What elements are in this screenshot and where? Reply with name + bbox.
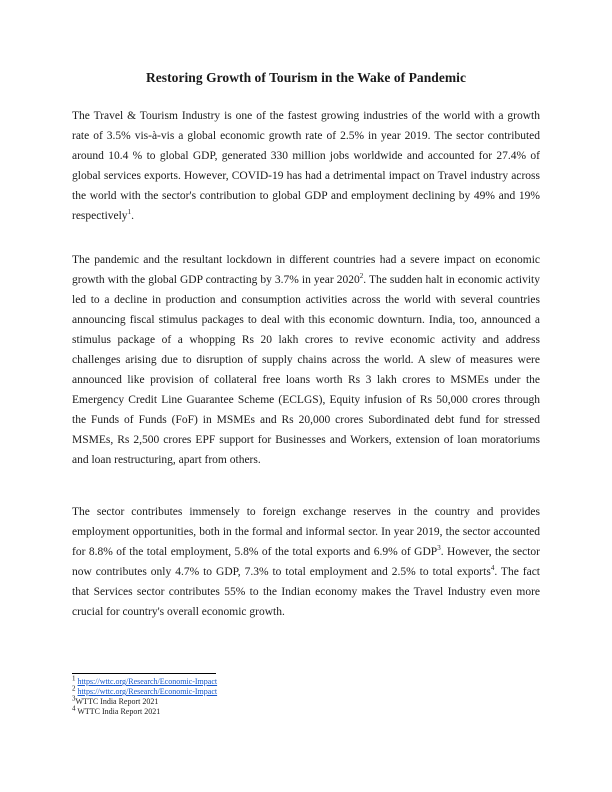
paragraph-text: . However, the sector now contributes only 4.7% to GDP, 7.3% to total employment and 2.5% to total exports [72,546,540,578]
paragraph-text: . The fact that Services sector contributes 55% to the Indian economy makes the Travel Industry even more crucial for country's overall economic growth. [72,566,540,618]
footnote-reference[interactable]: 1 [127,208,132,217]
footnote-text: WTTC India Report 2021 [75,697,159,706]
paragraph-text: . The sudden halt in economic activity led to a decline in production and consumption activities across the world with several countries announcing fiscal stimulus packages to deal with this economic downturn. India, too, announced a stimulus package of a whopping Rs 20 lakh crores to revive economic activity and address challenges arising due to disruption of supply chains across the world. A slew of measures were announced like provision of collateral free loans worth Rs 3 lakh crores to MSMEs under the Emergency Credit Line Guarantee Scheme (ECLGS), Equity infusion of Rs 50,000 crores through the Funds of Funds (FoF) in MSMEs and Rs 20,000 crores Subordinated debt fund for stressed MSMEs, Rs 2,500 crores EPF support for Businesses and Workers, extension of loan moratoriums and loan restructuring, apart from others. [72,274,540,466]
footnote-mark: 4 [72,704,76,713]
footnote-mark: 3 [72,694,76,703]
footnote-3 [72,694,540,707]
footnote-2 [72,684,540,697]
footnote-reference[interactable]: 3 [437,544,441,553]
footnote-reference[interactable]: 4 [490,564,495,573]
footnote-1 [72,674,540,687]
footnote-mark: 1 [72,674,76,683]
footnote-link[interactable]: https://wttc.org/Research/Economic-Impact [77,687,218,696]
footnotes [72,674,540,717]
footnote-link[interactable]: https://wttc.org/Research/Economic-Impact [77,677,218,686]
footnote-reference[interactable]: 2 [359,272,364,281]
body-paragraph-3 [72,502,540,622]
footnote-mark: 2 [72,684,76,693]
paragraph-text: The pandemic and the resultant lockdown in different countries had a severe impact on economic growth with the global GDP contracting by 3.7% in year 2020 [72,254,540,286]
footnote-text: WTTC India Report 2021 [77,707,161,716]
footnote-separator [72,673,216,674]
document-title: Restoring Growth of Tourism in the Wake of Pandemic [145,70,467,85]
paragraph-text: . [131,210,134,222]
footnote-4 [72,704,540,717]
paragraph-text: The sector contributes immensely to foreign exchange reserves in the country and provides employment opportunities, both in the formal and informal sector. In year 2019, the sector accounted for 8.8% of the total employment, 5.8% of the total exports and 6.9% of GDP [72,506,540,558]
body-paragraph-1 [72,106,540,226]
body-paragraph-2 [72,250,540,470]
paragraph-text: The Travel & Tourism Industry is one of the fastest growing industries of the world with a growth rate of 3.5% vis-à-vis a global economic growth rate of 2.5% in year 2019. The sector contributed around 10.4 % to global GDP, generated 330 million jobs worldwide and accounted for 27.4% of global services exports. However, COVID-19 has had a detrimental impact on Travel industry across the world with the sector's contribution to global GDP and employment declining by 49% and 19% respectively [72,110,540,222]
